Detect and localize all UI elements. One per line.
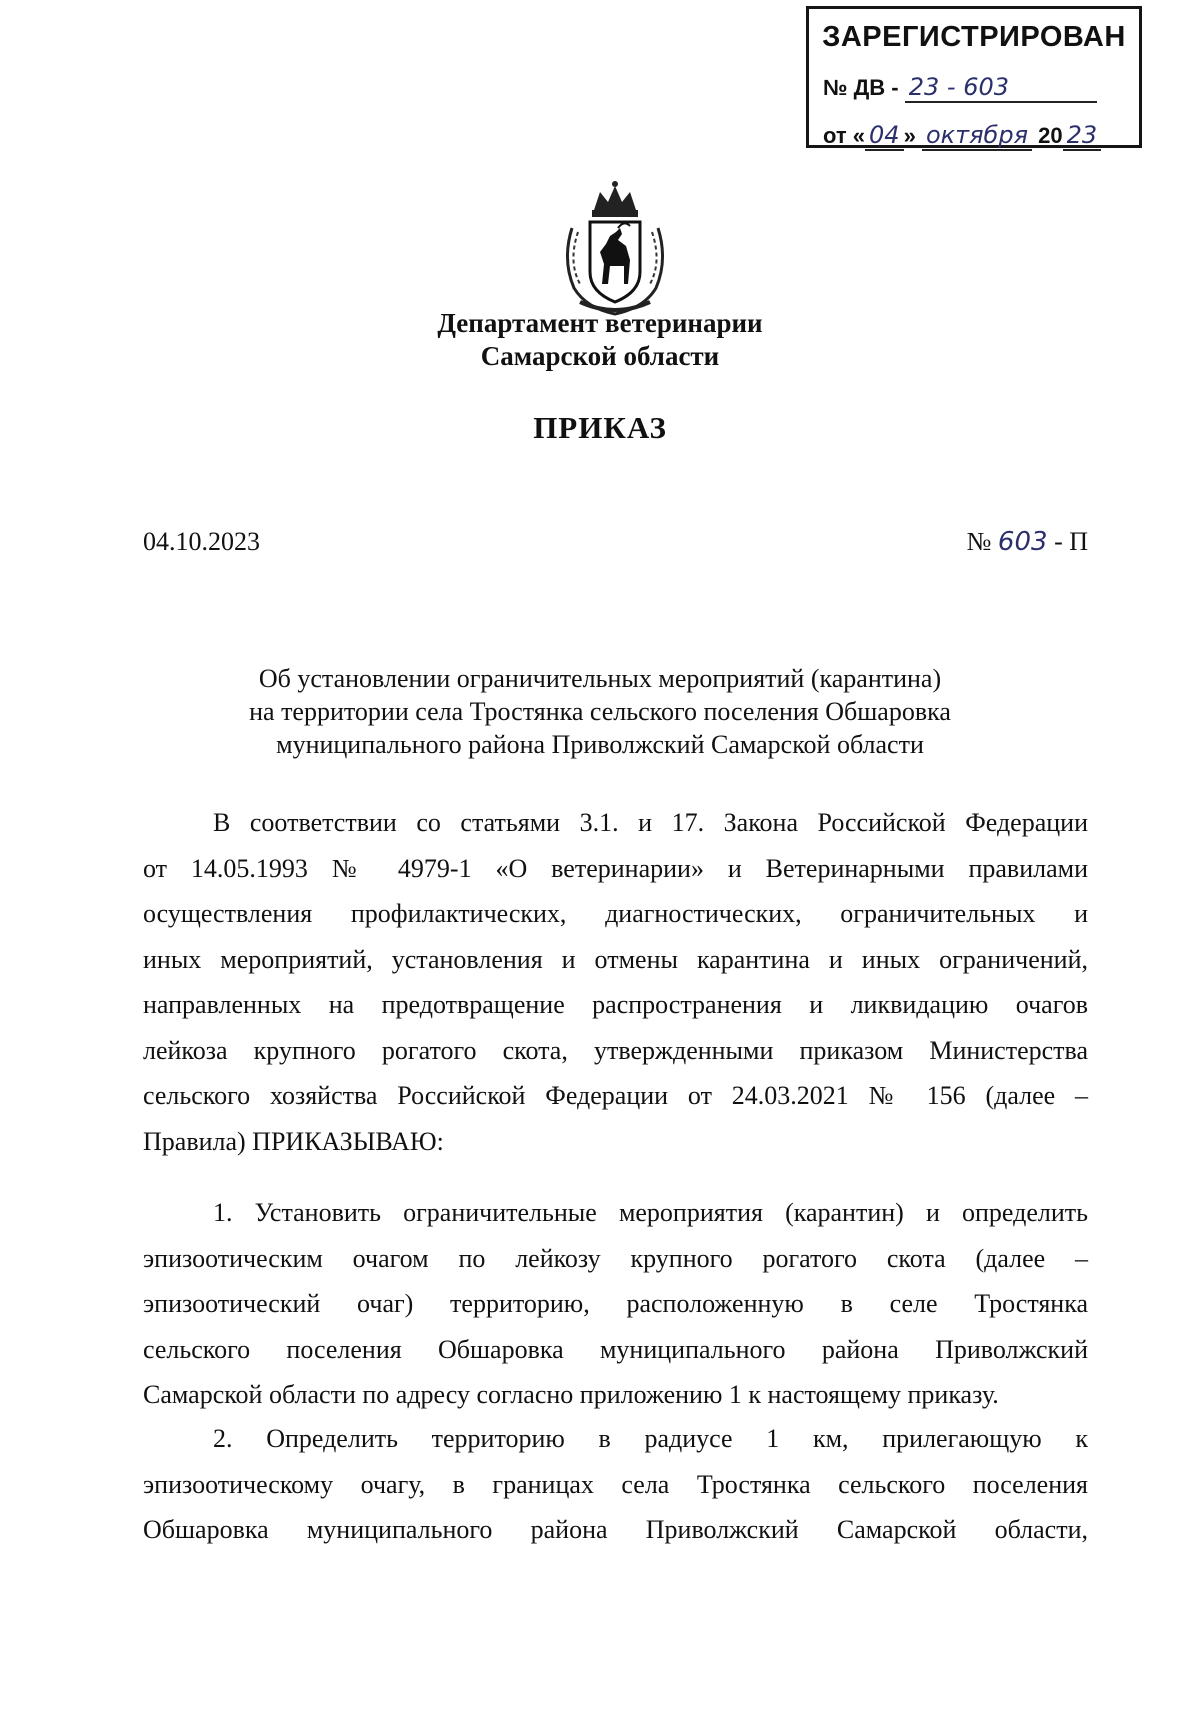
- coat-of-arms-icon: [560, 180, 670, 320]
- item-1-paragraph: [143, 1190, 1088, 1418]
- paragraph-line: сельского поселения Обшаровка муниципального района Приволжский: [143, 1334, 1088, 1364]
- stamp-date-year-suffix: 23: [1066, 121, 1098, 149]
- paragraph-line: 2. Определить территорию в радиусе 1 км, прилегающую к: [213, 1424, 1088, 1453]
- order-number: [967, 527, 1088, 557]
- order-subject: [0, 662, 1200, 761]
- paragraph-line: направленных на предотвращение распространения и ликвидацию очагов: [143, 990, 1088, 1019]
- stamp-date-month: октября: [925, 121, 1029, 149]
- stamp-title: ЗАРЕГИСТРИРОВАН: [822, 21, 1126, 53]
- stamp-date-line: [823, 121, 1127, 151]
- paragraph-line: 1. Установить ограничительные мероприятия (карантин) и определить: [213, 1198, 1088, 1227]
- stamp-number-line: [823, 73, 1127, 103]
- subject-line-3: муниципального района Приволжский Самарской области: [276, 730, 924, 759]
- paragraph-line: сельского хозяйства Российской Федерации от 24.03.2021 № 156 (далее –: [143, 1081, 1088, 1110]
- paragraph-line: эпизоотическим очагом по лейкозу крупного рогатого скота (далее –: [143, 1243, 1088, 1273]
- stamp-date-year-field: [1063, 121, 1102, 151]
- stamp-number-value: 23 - 603: [908, 73, 1010, 101]
- stamp-date-prefix: от «: [823, 123, 866, 148]
- item-2-paragraph: [143, 1416, 1088, 1553]
- paragraph-line: Самарской области по адресу согласно приложению 1 к настоящему приказу.: [143, 1380, 999, 1409]
- subject-line-2: на территории села Тростянка сельского поселения Обшаровка: [249, 697, 951, 726]
- order-number-suffix: - П: [1054, 527, 1088, 556]
- paragraph-line: иных мероприятий, установления и отмены карантина и иных ограничений,: [143, 944, 1088, 974]
- paragraph-line: осуществления профилактических, диагностических, ограничительных и: [143, 899, 1088, 928]
- order-number-prefix: №: [966, 527, 992, 556]
- stamp-number-field: [905, 73, 1097, 103]
- stamp-date-day-field: [865, 121, 904, 151]
- paragraph-line: В соответствии со статьями 3.1. и 17. Закона Российской Федерации: [213, 808, 1088, 837]
- department-line-2: Самарской области: [480, 341, 720, 371]
- subject-line-1: Об установлении ограничительных мероприятий (карантина): [258, 664, 942, 693]
- paragraph-line: эпизоотическому очагу, в границах села Тростянка сельского поселения: [143, 1469, 1088, 1499]
- paragraph-line: эпизоотический очаг) территорию, расположенную в селе Тростянка: [143, 1289, 1088, 1318]
- order-number-value: 603: [997, 527, 1048, 557]
- department-name: [0, 307, 1200, 373]
- document-type-title: ПРИКАЗ: [533, 410, 667, 445]
- order-date: 04.10.2023: [143, 527, 260, 556]
- stamp-date-mid: »: [903, 123, 916, 148]
- paragraph-line: Обшаровка муниципального района Приволжский Самарской области,: [143, 1515, 1088, 1544]
- registration-stamp: [806, 6, 1142, 148]
- paragraph-line: от 14.05.1993 № 4979-1 «О ветеринарии» и Ветеринарными правилами: [143, 853, 1088, 883]
- paragraph-line: лейкоза крупного рогатого скота, утвержденными приказом Министерства: [143, 1035, 1088, 1065]
- stamp-date-day: 04: [869, 121, 900, 149]
- intro-paragraph: [143, 800, 1088, 1164]
- stamp-date-year-prefix: 20: [1038, 123, 1063, 148]
- stamp-date-month-field: [922, 121, 1032, 151]
- department-line-1: Департамент ветеринарии: [437, 308, 763, 338]
- stamp-number-prefix: № ДВ -: [823, 75, 899, 100]
- paragraph-line: Правила) ПРИКАЗЫВАЮ:: [143, 1126, 444, 1156]
